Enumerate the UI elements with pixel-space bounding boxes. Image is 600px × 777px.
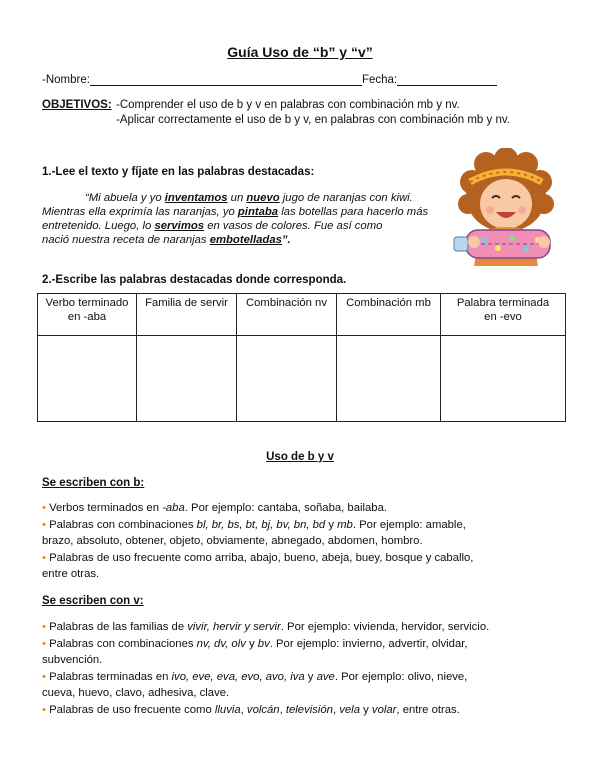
bullet-icon: •: [42, 670, 50, 683]
list-item: • Palabras terminadas en ivo, eve, eva, evo, avo, iva y ave. Por ejemplo: olivo, nieve,: [42, 670, 468, 683]
bullet-icon: •: [42, 637, 50, 650]
v-rules-heading: Se escriben con v:: [42, 595, 144, 607]
column-header: Combinación mb: [337, 294, 441, 336]
page-title: Guía Uso de “b” y “v”: [227, 44, 373, 60]
column-header: Palabra terminada en -evo: [441, 294, 566, 336]
b-rules-heading: Se escriben con b:: [42, 477, 145, 489]
bullet-icon: •: [42, 518, 50, 531]
highlight-word: embotelladas: [209, 234, 282, 246]
list-item: • Palabras con combinaciones nv, dv, olv y bv. Por ejemplo: invierno, advertir, olvidar,: [42, 637, 468, 650]
girl-illustration: [452, 148, 564, 270]
highlight-word: inventamos: [164, 192, 228, 204]
name-field[interactable]: [90, 73, 362, 86]
bullet-icon: •: [42, 551, 50, 564]
objective-1: -Comprender el uso de b y v en palabras con combinación mb y nv.: [116, 99, 460, 111]
column-header: Familia de servir: [137, 294, 237, 336]
list-item: • Palabras de uso frecuente como lluvia, volcán, televisión, vela y volar, entre otras.: [42, 703, 460, 716]
section2-heading: 2.-Escribe las palabras destacadas donde corresponda.: [42, 274, 347, 286]
bullet-icon: •: [42, 621, 50, 633]
name-date-line: [42, 73, 497, 86]
date-field[interactable]: [397, 73, 497, 86]
highlight-word: pintaba: [237, 206, 279, 218]
list-item: • Palabras de las familias de vivir, hervir y servir. Por ejemplo: vivienda, hervidor, servicio.: [42, 621, 490, 633]
b-rules-list: [42, 500, 562, 583]
section1-heading: 1.-Lee el texto y fíjate en las palabras destacadas:: [42, 166, 315, 178]
answer-cell[interactable]: [137, 336, 237, 422]
rules-title: Uso de b y v: [266, 451, 334, 463]
table-answer-row: [38, 336, 566, 422]
objectives-label: OBJETIVOS:: [42, 99, 112, 111]
list-item-continuation: entre otras.: [42, 568, 100, 580]
bullet-icon: •: [42, 703, 50, 716]
answer-cell[interactable]: [337, 336, 441, 422]
reading-paragraph: “Mi abuela y yo inventamos un nuevo jugo de naranjas con kiwi. Mientras ella exprimía las naranjas, yo pintaba las botellas para hacerlo más entretenido. Luego, lo servimos en vasos de colores. Fue así como nació nuestra receta de naranjas embotelladas”.: [42, 192, 429, 246]
v-rules-list: [42, 619, 562, 718]
name-label: -Nombre:: [42, 74, 90, 86]
answer-cell[interactable]: [441, 336, 566, 422]
list-item: • Palabras con combinaciones bl, br, bs, bt, bj, bv, bn, bd y mb. Por ejemplo: amable,: [42, 518, 466, 531]
highlight-word: servimos: [154, 220, 205, 232]
objective-2: -Aplicar correctamente el uso de b y v, en palabras con combinación mb y nv.: [116, 114, 510, 126]
bullet-icon: •: [42, 502, 50, 514]
highlight-word: nuevo: [246, 192, 280, 204]
list-item-continuation: subvención.: [42, 654, 103, 666]
answer-cell[interactable]: [237, 336, 337, 422]
list-item: • Verbos terminados en -aba. Por ejemplo: cantaba, soñaba, bailaba.: [42, 502, 387, 514]
list-item: • Palabras de uso frecuente como arriba, abajo, bueno, abeja, buey, bosque y caballo,: [42, 551, 474, 564]
table-header-row: [38, 294, 566, 336]
column-header: Verbo terminado en -aba: [38, 294, 137, 336]
answer-cell[interactable]: [38, 336, 137, 422]
column-header: Combinación nv: [237, 294, 337, 336]
list-item-continuation: brazo, absoluto, obtener, objeto, obviamente, abnegado, abdomen, hombro.: [42, 535, 423, 547]
date-label: Fecha:: [361, 74, 398, 86]
list-item-continuation: cueva, huevo, clavo, adhesiva, clave.: [42, 687, 230, 699]
answer-table: [37, 293, 566, 422]
